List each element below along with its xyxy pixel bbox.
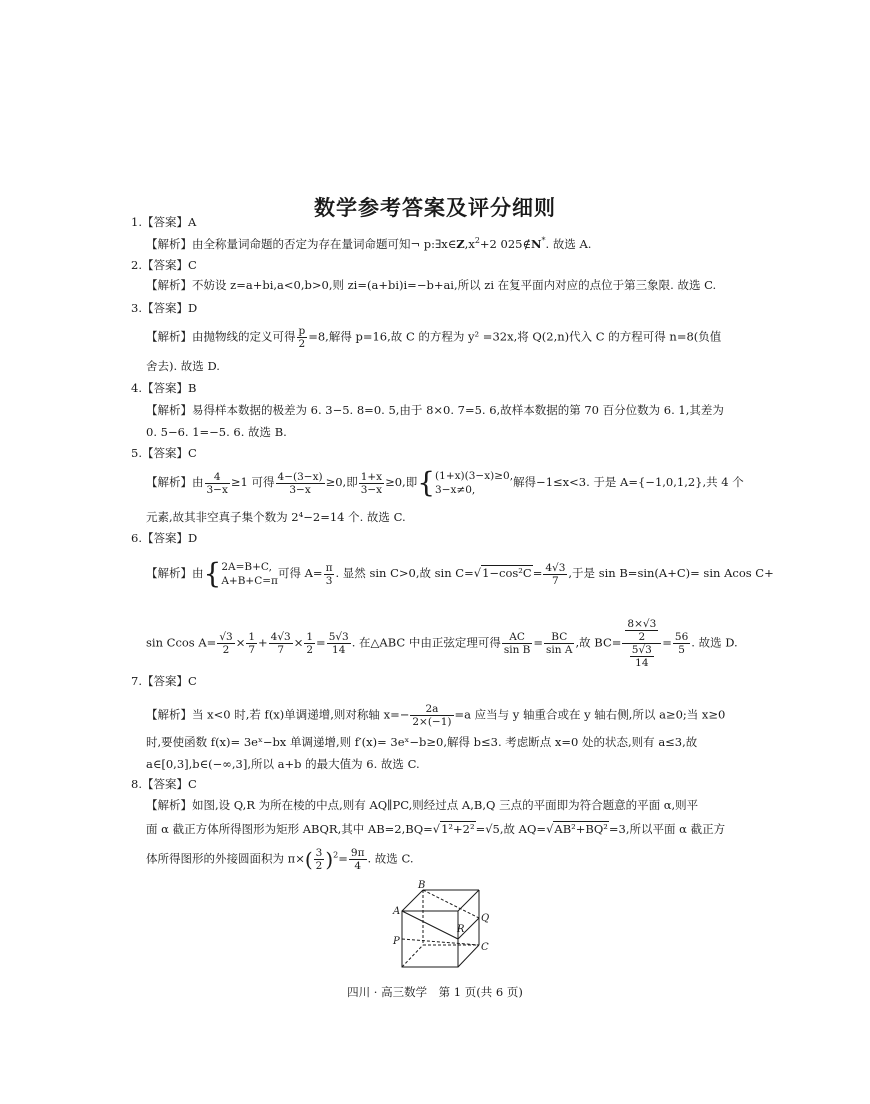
q7-answer: 7.【答案】C	[131, 674, 197, 688]
q6-explanation-cont: sin Ccos A= $\frac{√3}{2}$ × $\frac{1}{7}$ + $\frac{4√3}{7}$ × $\frac{1}{2}$ = $\frac{5√3}{14}$ . 在△ABC 中由正弦定理可得 $\frac{AC}{\text{sin B}}$ = $\frac{BC}{\text{sin A}}$ ,故 BC= $\frac{\frac{8\times√3}{2}}{\frac{5√3}{14}}$ = $\frac{56}{5}$ . 故选 D.	[146, 618, 738, 669]
q5-explanation-cont: 元素,故其非空真子集个数为 2⁴−2=14 个. 故选 C.	[146, 510, 406, 524]
q8-explanation-cont1: 面 α 截正方体所得图形为矩形 ABQR,其中 AB=2,BQ=√1²+2²=√5,故 AQ=√AB²+BQ²=3,所以平面 α 截正方	[146, 822, 726, 836]
page-footer: 四川 · 高三数学 第 1 页(共 6 页)	[347, 985, 523, 999]
q6-explanation: 【解析】由{ 2A=B+C, A+B+C=π 可得 A= $\frac{\pi}{3}$ . 显然 sin C>0,故 sin C=√1−cos²C= $\frac{4√3}{7}$ ,于是 sin B=sin(A+C)= sin Acos C+	[146, 557, 774, 590]
q2-answer: 2.【答案】C	[131, 258, 197, 272]
q1-explanation: 【解析】由全称量词命题的否定为存在量词命题可知¬ $p:\exists x\in Z,x^2+2$ 025∉N*. 故选 A.	[146, 236, 592, 251]
q8-explanation: 【解析】如图,设 Q,R 为所在棱的中点,则有 AQ∥PC,则经过点 A,B,Q 三点的平面即为符合题意的平面 α,则平	[146, 798, 699, 812]
q3-explanation: 【解析】由抛物线的定义可得 $\frac{p}{2}$ =8,解得 p=16,故 C 的方程为 y² =32x,将 Q(2,n)代入 C 的方程可得 n=8(负值	[146, 325, 722, 350]
label-B: B	[418, 880, 426, 891]
label-A: A	[393, 906, 401, 917]
q1-answer: 1.【答案】A	[131, 215, 197, 229]
q3-explanation-cont: 舍去). 故选 D.	[146, 359, 220, 373]
q7-explanation-cont1: 时,要使函数 f(x)= 3eˣ−bx 单调递增,则 f′(x)= 3eˣ−b≥0,解得 b≤3. 考虑断点 x=0 处的状态,则有 a≤3,故	[146, 735, 698, 749]
q5-explanation: 【解析】由 $\frac{4}{3-x}$ ≥1 可得 $\frac{4-(3-x)}{3-x}$ ≥0,即 $\frac{1+x}{3-x}$ ≥0,即{ (1+x)(3−x)≥0, 3−x≠0, 解得−1≤x<3. 于是 A={−1,0,1,2},共 4 个	[146, 466, 744, 499]
q4-explanation-cont: 0. 5−6. 1=−5. 6. 故选 B.	[146, 425, 287, 439]
q2-explanation: 【解析】不妨设 z=a+bi,a<0,b>0,则 zi=(a+bi)i=−b+ai,所以 zi 在复平面内对应的点位于第三象限. 故选 C.	[146, 278, 717, 292]
label-Q: Q	[481, 913, 490, 924]
cube-figure	[378, 878, 498, 976]
label-P: P	[393, 936, 400, 947]
q7-explanation: 【解析】当 x<0 时,若 f(x)单调递增,则对称轴 x=− $\frac{2a}{2\times(-1)}$ =a 应当与 y 轴重合或在 y 轴右侧,所以 a≥0;当 x≥0	[146, 703, 726, 728]
q4-answer: 4.【答案】B	[131, 381, 197, 395]
q3-answer: 3.【答案】D	[131, 301, 198, 315]
label-R: R	[457, 924, 465, 935]
page-title: 数学参考答案及评分细则	[314, 196, 556, 220]
q6-answer: 6.【答案】D	[131, 531, 198, 545]
q8-explanation-cont2: 体所得图形的外接圆面积为 π×( $\frac{3}{2}$ )$^2$= $\frac{9\pi}{4}$ . 故选 C.	[146, 847, 414, 872]
q7-explanation-cont2: a∈[0,3],b∈(−∞,3],所以 a+b 的最大值为 6. 故选 C.	[146, 757, 420, 771]
q5-answer: 5.【答案】C	[131, 446, 197, 460]
label-C: C	[481, 942, 489, 953]
q8-answer: 8.【答案】C	[131, 777, 197, 791]
q4-explanation: 【解析】易得样本数据的极差为 6. 3−5. 8=0. 5,由于 8×0. 7=5. 6,故样本数据的第 70 百分位数为 6. 1,其差为	[146, 403, 724, 417]
